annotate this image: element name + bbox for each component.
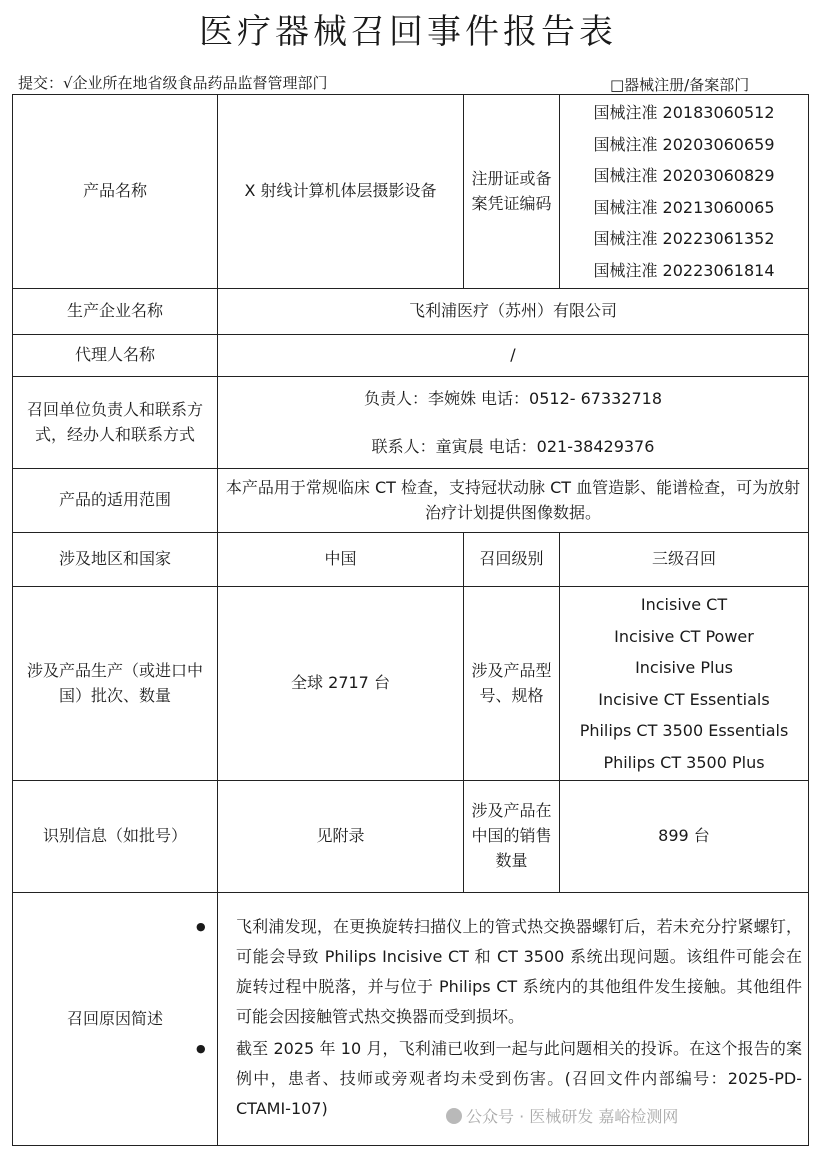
row-reason: [13, 893, 809, 1146]
reason-bullet: ● 截至 2025 年 10 月，飞利浦已收到一起与此问题相关的投诉。在这个报告的案例中，患者、技师或旁观者均未受到伤害。(召回文件内部编号：2025-PD-CTAMI-107): [236, 1034, 802, 1124]
model-item: Incisive Plus: [635, 658, 733, 677]
wechat-icon: [446, 1108, 462, 1124]
contact-label: 召回单位负责人和联系方式，经办人和联系方式: [13, 377, 218, 469]
row-contact: [13, 377, 809, 469]
row-manufacturer: [13, 289, 809, 335]
submit-to-line: 提交：√企业所在地省级食品药品监督管理部门: [18, 74, 328, 92]
model-item: Philips CT 3500 Plus: [603, 752, 765, 772]
model-item: Incisive CT Power: [614, 626, 754, 646]
region-label: 涉及地区和国家: [13, 533, 218, 587]
batch-label: 涉及产品生产（或进口中国）批次、数量: [13, 587, 218, 781]
manufacturer-value: 飞利浦医疗（苏州）有限公司: [218, 289, 809, 335]
agent-value: /: [218, 335, 809, 377]
model-list: [560, 587, 809, 781]
row-scope: [13, 469, 809, 533]
ident-value: 见附录: [218, 781, 464, 893]
region-value: 中国: [218, 533, 464, 587]
scope-label: 产品的适用范围: [13, 469, 218, 533]
contact-value: [218, 377, 809, 469]
recall-report-table: [12, 94, 809, 1146]
form-title: 医疗器械召回事件报告表: [199, 12, 617, 52]
contact-person-line: 联系人：童寅晨 电话：021-38429376: [371, 436, 655, 456]
batch-value: 全球 2717 台: [218, 587, 464, 781]
cert-number: 国械注准 20223061814: [593, 260, 775, 280]
cert-number-list: [560, 95, 809, 289]
agent-label: 代理人名称: [13, 335, 218, 377]
row-batch: [13, 587, 809, 781]
row-ident: [13, 781, 809, 893]
reason-bullet: ● 飞利浦发现，在更换旋转扫描仪上的管式热交换器螺钉后，若未充分拧紧螺钉，可能会导致 Philips Incisive CT 和 CT 3500 系统出现问题。该组件可能会在旋转过程中脱落，并与位于 Philips CT 系统内的其他组件发生接触。其他组件可能会因接触管式热交换器而受到损坏。: [236, 912, 802, 1032]
model-item: Incisive CT Essentials: [598, 689, 770, 709]
cert-number: 国械注准 20223061352: [593, 229, 775, 248]
ident-label: 识别信息（如批号）: [13, 781, 218, 893]
cert-label: 注册证或备案凭证编码: [464, 95, 560, 289]
reason-bullets: [224, 912, 802, 1124]
row-region: [13, 533, 809, 587]
watermark: [446, 1104, 678, 1127]
manufacturer-label: 生产企业名称: [13, 289, 218, 335]
sales-value: 899 台: [560, 781, 809, 893]
scope-value: 本产品用于常规临床 CT 检查，支持冠状动脉 CT 血管造影、能谱检查，可为放射治疗计划提供图像数据。: [218, 469, 809, 533]
recall-level-label: 召回级别: [464, 533, 560, 587]
cert-number: 国械注准 20203060829: [593, 166, 775, 185]
cert-number: 国械注准 20183060512: [593, 103, 775, 122]
registration-dept-line: □器械注册/备案部门: [610, 76, 750, 94]
recall-level-value: 三级召回: [560, 533, 809, 587]
responsible-person-line: 负责人：李婉姝 电话：0512- 67332718: [363, 388, 663, 408]
watermark-text: 公众号 · 医械研发 嘉峪检测网: [466, 1107, 679, 1126]
model-item: Incisive CT: [640, 595, 728, 614]
cert-number: 国械注准 20213060065: [593, 197, 775, 217]
row-agent: [13, 335, 809, 377]
model-item: Philips CT 3500 Essentials: [579, 721, 789, 740]
reason-label: 召回原因简述: [13, 893, 218, 1146]
sales-label: 涉及产品在中国的销售数量: [464, 781, 560, 893]
product-name-value: X 射线计算机体层摄影设备: [218, 95, 464, 289]
cert-number: 国械注准 20203060659: [593, 134, 775, 154]
row-product-name: [13, 95, 809, 289]
product-name-label: 产品名称: [13, 95, 218, 289]
model-label: 涉及产品型号、规格: [464, 587, 560, 781]
